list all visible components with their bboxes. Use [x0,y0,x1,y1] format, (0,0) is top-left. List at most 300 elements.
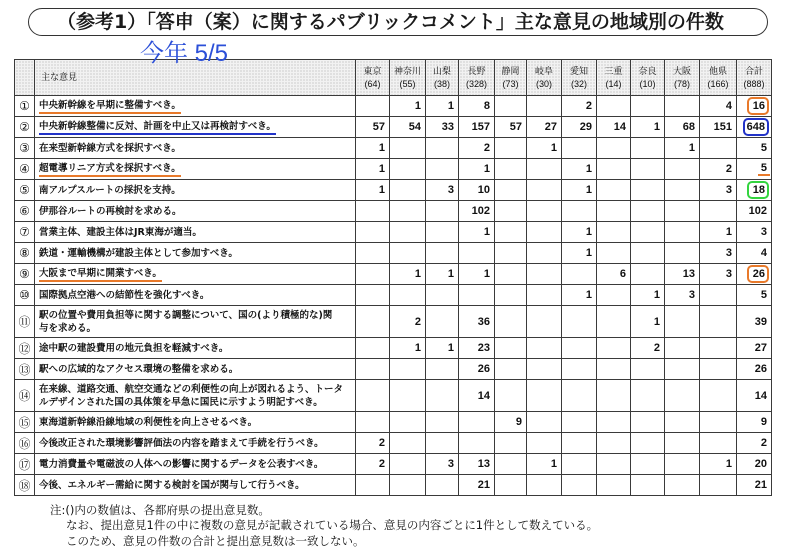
count-cell [527,412,562,433]
count-cell [597,306,631,338]
count-cell: 2 [356,454,390,475]
count-cell [597,412,631,433]
count-cell [495,380,527,412]
table-row [15,454,772,475]
row-number: ⑨ [15,264,35,285]
column-header-count: (55) [399,78,416,89]
opinion-cell [35,201,356,222]
count-cell [390,475,426,496]
opinion-text [39,142,181,155]
count-cell [665,359,700,380]
total-count: 26 [747,265,769,283]
opinion-line: 駅への広域的なアクセス環境の整備を求める。 [39,363,239,375]
count-cell [356,243,390,264]
count-cell [426,243,459,264]
count-cell [527,201,562,222]
count-cell: 14 [597,117,631,138]
count-cell [356,338,390,359]
total-count: 18 [747,181,769,199]
row-number: ③ [15,138,35,159]
count-cell [562,412,597,433]
opinion-cell [35,285,356,306]
column-header-name: 神奈川 [393,66,421,77]
opinion-line: ルデザインされた国の具体策を早急に国民に示すよう明記すべき。 [39,396,323,408]
opinion-cell [35,264,356,285]
count-cell [390,412,426,433]
count-cell [597,159,631,180]
count-cell [631,454,665,475]
column-header-name: 岐阜 [534,66,553,77]
total-count: 3 [760,226,767,238]
slide-title: （参考1）「答申（案）に関するパブリックコメント」主な意見の地域別の件数 [57,11,724,33]
count-cell: 157 [459,117,495,138]
total-count: 5 [758,162,770,176]
count-cell: 1 [665,138,700,159]
count-cell: 1 [631,306,665,338]
column-header-name: 長野 [467,66,486,77]
count-cell [390,138,426,159]
table-row [15,380,772,412]
table-row [15,138,772,159]
count-cell [459,285,495,306]
count-cell [390,159,426,180]
count-cell [562,138,597,159]
count-cell [495,359,527,380]
count-cell: 1 [562,222,597,243]
count-cell [495,96,527,117]
opinion-line: 途中駅の建設費用の地元負担を軽減すべき。 [39,342,229,354]
count-cell [631,433,665,454]
total-count: 39 [754,315,767,328]
count-cell [631,412,665,433]
opinion-table [14,59,772,496]
column-header [597,60,631,96]
column-header-count: (78) [673,78,690,89]
total-count: 21 [754,479,767,491]
column-header-name: 大阪 [672,66,691,77]
count-cell: 21 [459,475,495,496]
total-cell [737,117,772,138]
opinion-text [39,99,181,114]
count-cell [495,454,527,475]
count-cell: 3 [426,454,459,475]
opinion-text [39,479,305,492]
column-header-count: (888) [743,78,765,89]
column-header [459,60,495,96]
total-count: 14 [754,389,767,402]
column-header-name: 他県 [708,66,727,77]
count-cell: 1 [356,159,390,180]
count-cell: 54 [390,117,426,138]
count-cell [665,180,700,201]
row-number: ④ [15,159,35,180]
count-cell [356,264,390,285]
opinion-text [39,289,209,302]
count-cell [597,338,631,359]
opinion-text [39,363,238,376]
total-count: 16 [747,97,769,115]
total-count: 20 [754,458,767,470]
total-cell [737,433,772,454]
row-number: ⑦ [15,222,35,243]
count-cell [495,138,527,159]
count-cell [665,201,700,222]
table-row [15,117,772,138]
count-cell [631,138,665,159]
count-cell: 10 [459,180,495,201]
count-cell [356,201,390,222]
count-cell [597,433,631,454]
count-cell: 1 [562,180,597,201]
column-header-name: 愛知 [569,66,588,77]
opinion-line: 国際拠点空港への結節性を強化すべき。 [39,289,210,301]
count-cell: 3 [665,285,700,306]
total-count: 2 [760,437,767,449]
count-cell [597,96,631,117]
opinion-cell [35,96,356,117]
opinion-cell [35,380,356,412]
count-cell: 1 [390,96,426,117]
column-header [495,60,527,96]
count-cell: 1 [527,454,562,475]
count-cell [426,285,459,306]
total-cell [737,338,772,359]
count-cell [597,454,631,475]
count-cell [495,285,527,306]
count-cell [665,159,700,180]
count-cell [527,359,562,380]
count-cell: 68 [665,117,700,138]
count-cell [426,412,459,433]
header-number-cell [15,60,35,96]
count-cell: 1 [426,264,459,285]
count-cell [390,454,426,475]
total-cell [737,285,772,306]
count-cell [495,338,527,359]
table-row [15,285,772,306]
table-row [15,433,772,454]
opinion-line: 与を求める。 [39,322,97,334]
count-cell [426,475,459,496]
count-cell [562,338,597,359]
count-cell [527,222,562,243]
row-number: ⑥ [15,201,35,222]
opinion-line: 駅の位置や費用負担等に関する調整について、国の(より積極的な)関 [39,309,333,321]
count-cell [356,285,390,306]
count-cell [700,201,737,222]
opinion-text [39,458,323,471]
table-row [15,201,772,222]
title-box [28,8,768,36]
row-number: ② [15,117,35,138]
opinion-line: 営業主体、建設主体はJR東海が適当。 [39,226,202,238]
opinion-cell [35,117,356,138]
count-cell [665,475,700,496]
count-cell: 2 [700,159,737,180]
table-row [15,180,772,201]
column-header [665,60,700,96]
count-cell [665,243,700,264]
count-cell [631,243,665,264]
count-cell [665,96,700,117]
count-cell [356,475,390,496]
total-cell [737,359,772,380]
count-cell [631,264,665,285]
column-header-count: (73) [502,78,519,89]
header-opinion: 主な意見 [35,60,356,96]
count-cell [597,380,631,412]
count-cell [495,180,527,201]
count-cell [527,380,562,412]
count-cell [426,380,459,412]
count-cell [700,475,737,496]
total-cell [737,96,772,117]
opinion-cell [35,433,356,454]
count-cell: 3 [700,264,737,285]
count-cell: 6 [597,264,631,285]
count-cell: 57 [356,117,390,138]
count-cell [426,359,459,380]
row-number: ① [15,96,35,117]
count-cell [390,285,426,306]
opinion-line: 今後、エネルギー需給に関する検討を国が関与して行うべき。 [39,479,305,491]
count-cell: 1 [390,264,426,285]
total-cell [737,138,772,159]
row-number: ⑤ [15,180,35,201]
count-cell: 1 [562,285,597,306]
row-number: ⑱ [15,475,35,496]
opinion-text [39,342,228,355]
count-cell [665,306,700,338]
count-cell [426,201,459,222]
count-cell [700,138,737,159]
count-cell: 3 [426,180,459,201]
opinion-text [39,383,343,409]
count-cell: 3 [700,243,737,264]
count-cell [562,201,597,222]
count-cell [390,433,426,454]
opinion-text [39,226,202,239]
count-cell [700,338,737,359]
column-header [356,60,390,96]
count-cell [562,475,597,496]
column-header [631,60,665,96]
total-count: 9 [760,416,767,428]
count-cell [562,306,597,338]
column-header [737,60,772,96]
opinion-line: 伊那谷ルートの再検討を求める。 [39,205,182,217]
table-row [15,96,772,117]
count-cell [495,222,527,243]
count-cell: 8 [459,96,495,117]
total-cell [737,380,772,412]
total-cell [737,201,772,222]
table-row [15,222,772,243]
opinion-cell [35,180,356,201]
footnote-line: このため、意見の件数の合計と提出意見数は一致しない。 [66,534,365,548]
count-cell [426,159,459,180]
count-cell: 9 [495,412,527,433]
count-cell: 1 [459,159,495,180]
count-cell: 4 [700,96,737,117]
column-header-count: (10) [639,78,656,89]
count-cell [356,412,390,433]
count-cell: 2 [631,338,665,359]
column-header-count: (64) [364,78,381,89]
count-cell [631,475,665,496]
count-cell [527,338,562,359]
count-cell: 14 [459,380,495,412]
count-cell: 1 [700,454,737,475]
total-cell [737,243,772,264]
count-cell [597,180,631,201]
total-cell [737,412,772,433]
count-cell [527,306,562,338]
column-header-count: (328) [465,78,487,89]
count-cell: 1 [459,264,495,285]
count-cell: 2 [562,96,597,117]
count-cell [700,359,737,380]
opinion-text [39,205,182,218]
column-header [426,60,459,96]
count-cell: 1 [700,222,737,243]
row-number: ⑪ [15,306,35,338]
table-row [15,338,772,359]
count-cell [390,180,426,201]
count-cell [597,222,631,243]
opinion-line: 電力消費量や電磁波の人体への影響に関するデータを公表すべき。 [39,458,324,470]
count-cell [700,380,737,412]
count-cell [700,285,737,306]
count-cell: 27 [527,117,562,138]
count-cell [390,359,426,380]
count-cell: 2 [390,306,426,338]
row-number: ⑫ [15,338,35,359]
opinion-cell [35,412,356,433]
count-cell: 1 [426,96,459,117]
count-cell [665,380,700,412]
count-cell [426,306,459,338]
count-cell [597,201,631,222]
total-cell [737,475,772,496]
opinion-cell [35,243,356,264]
count-cell [356,359,390,380]
total-cell [737,264,772,285]
count-cell [459,412,495,433]
table-row [15,475,772,496]
total-count: 26 [754,363,767,375]
count-cell [562,264,597,285]
table-row [15,264,772,285]
count-cell [527,243,562,264]
opinion-text [39,162,181,177]
count-cell: 23 [459,338,495,359]
total-cell [737,180,772,201]
count-cell [597,475,631,496]
count-cell [631,159,665,180]
count-cell [562,454,597,475]
opinion-line: 中央新幹線整備に反対、計画を中止又は再検討すべき。 [39,120,276,132]
footnote-line: なお、提出意見1件の中に複数の意見が記載されている場合、意見の内容ごとに1件として数えている。 [66,518,599,532]
count-cell [665,222,700,243]
column-header [700,60,737,96]
count-cell [631,201,665,222]
table-row [15,243,772,264]
count-cell [700,306,737,338]
count-cell: 13 [665,264,700,285]
column-header [527,60,562,96]
count-cell: 2 [459,138,495,159]
count-cell [495,475,527,496]
opinion-line: 在来線、道路交通、航空交通などの利便性の向上が図れるよう、トータ [39,383,344,395]
count-cell: 102 [459,201,495,222]
opinion-text [39,437,324,450]
opinion-text [39,184,181,197]
count-cell [631,359,665,380]
table-body [15,96,772,496]
total-cell [737,306,772,338]
count-cell [597,359,631,380]
count-cell [390,243,426,264]
count-cell [426,138,459,159]
column-header-name: 合計 [744,66,763,77]
row-number: ⑮ [15,412,35,433]
count-cell [356,306,390,338]
count-cell: 1 [527,138,562,159]
count-cell: 36 [459,306,495,338]
opinion-cell [35,138,356,159]
count-cell [390,201,426,222]
count-cell: 1 [356,180,390,201]
total-count: 5 [760,142,767,154]
total-count: 5 [760,289,767,301]
count-cell [495,433,527,454]
count-cell [426,222,459,243]
count-cell: 1 [562,159,597,180]
count-cell [631,222,665,243]
column-header-name: 東京 [363,66,382,77]
total-count: 4 [760,247,767,259]
count-cell [597,138,631,159]
table-row [15,306,772,338]
count-cell [665,454,700,475]
table-row [15,359,772,380]
count-cell: 1 [426,338,459,359]
count-cell [495,201,527,222]
count-cell [700,433,737,454]
count-cell [495,243,527,264]
count-cell [356,222,390,243]
count-cell [495,264,527,285]
count-cell [459,243,495,264]
count-cell [527,285,562,306]
handwritten-date-note: 今年 5/5 [140,40,229,67]
count-cell [390,380,426,412]
column-header-count: (32) [570,78,587,89]
opinion-cell [35,222,356,243]
count-cell: 26 [459,359,495,380]
count-cell: 13 [459,454,495,475]
count-cell: 1 [459,222,495,243]
opinion-text [39,120,276,135]
count-cell: 1 [631,117,665,138]
count-cell [631,380,665,412]
column-header-name: 三重 [604,66,623,77]
header-row [15,60,772,96]
count-cell [562,380,597,412]
total-cell [737,454,772,475]
opinion-cell [35,359,356,380]
